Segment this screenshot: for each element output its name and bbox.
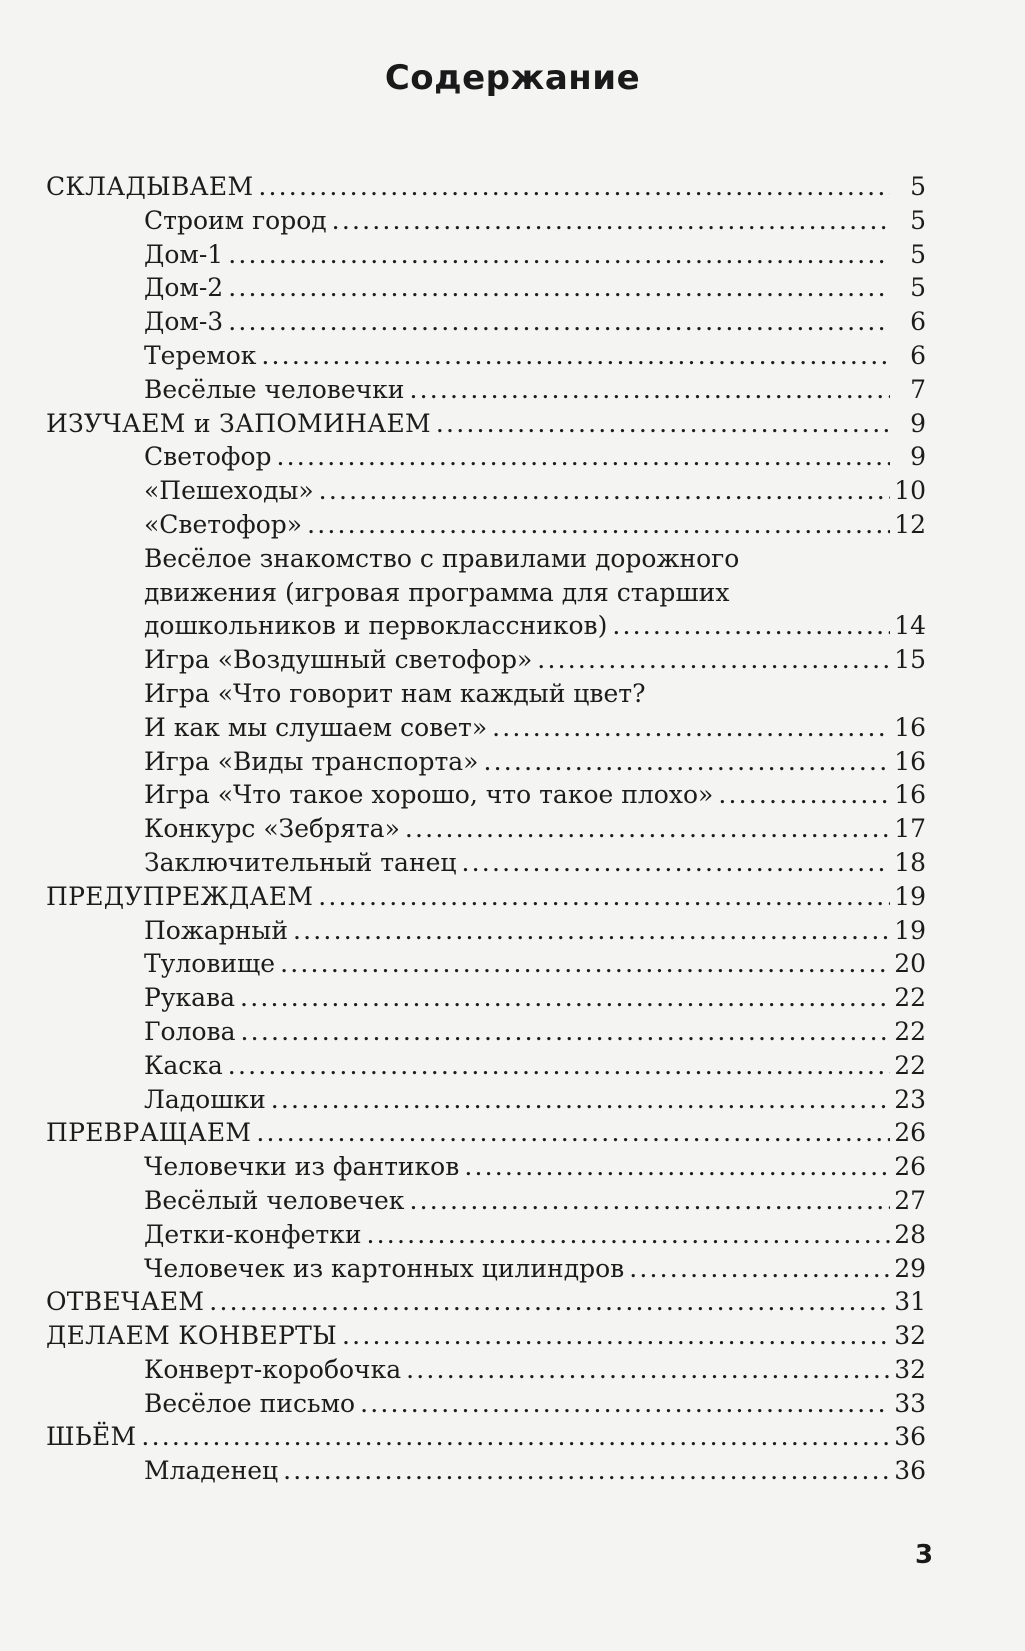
dot-leader — [319, 474, 890, 508]
toc-page-number: 6 — [910, 307, 926, 337]
toc-entry — [46, 1150, 926, 1184]
toc-entry — [46, 1049, 926, 1083]
dot-leader — [318, 880, 890, 914]
toc-page-number: 23 — [894, 1084, 926, 1114]
toc-entry-label: Дом-1 — [144, 239, 224, 269]
dot-leader — [718, 778, 890, 812]
dot-leader — [228, 271, 890, 305]
toc-section — [46, 407, 926, 441]
dot-leader — [406, 1353, 890, 1387]
toc-entry — [46, 1252, 926, 1286]
toc-entry — [46, 812, 926, 846]
dot-leader — [228, 1049, 890, 1083]
dot-leader — [462, 846, 891, 880]
dot-leader — [409, 1184, 890, 1218]
toc-page-number: 32 — [894, 1354, 926, 1384]
dot-leader — [436, 407, 890, 441]
toc-entry-label: Человечки из фантиков — [144, 1152, 460, 1182]
toc-section — [46, 1420, 926, 1454]
toc-entry-label: Туловище — [144, 949, 276, 979]
toc-entry-label: Каска — [144, 1050, 223, 1080]
toc-entry — [46, 1218, 926, 1252]
toc-entry-label: Конкурс «Зебрята» — [144, 814, 400, 844]
toc-page-number: 26 — [894, 1118, 926, 1148]
dot-leader — [629, 1252, 890, 1286]
dot-leader — [332, 204, 890, 238]
toc-entry — [46, 745, 926, 779]
toc-page-number: 36 — [894, 1456, 926, 1486]
toc-section — [46, 880, 926, 914]
dot-leader — [261, 339, 890, 373]
dot-leader — [280, 947, 890, 981]
toc-entry — [46, 1353, 926, 1387]
toc-page-number: 5 — [910, 239, 926, 269]
toc-entry — [46, 508, 926, 542]
dot-leader — [258, 170, 890, 204]
toc-entry — [46, 947, 926, 981]
toc-entry — [46, 1387, 926, 1421]
dot-leader — [283, 1454, 890, 1488]
toc-page-number: 6 — [910, 340, 926, 370]
toc-page-number: 29 — [894, 1253, 926, 1283]
toc-entry-line: движения (игровая программа для старших — [144, 577, 730, 607]
dot-leader — [367, 1218, 890, 1252]
toc-page-number: 12 — [894, 509, 926, 539]
toc-entry-label: Человечек из картонных цилиндров — [144, 1253, 625, 1283]
toc-entry-label: ДЕЛАЕМ КОНВЕРТЫ — [46, 1321, 338, 1351]
page-number: 3 — [915, 1540, 934, 1570]
toc-page-number: 16 — [894, 746, 926, 776]
toc-entry-label: Детки-конфетки — [144, 1219, 362, 1249]
toc-page-number: 14 — [894, 611, 926, 641]
dot-leader — [360, 1387, 890, 1421]
toc-entry — [46, 204, 926, 238]
toc-page-number: 16 — [894, 712, 926, 742]
toc-section — [46, 1116, 926, 1150]
toc-entry-label: Игра «Виды транспорта» — [144, 746, 479, 776]
toc-entry-label: Ладошки — [144, 1084, 266, 1114]
toc-entry-label: «Пешеходы» — [144, 476, 314, 506]
toc-entry — [46, 238, 926, 272]
toc-page-number: 5 — [910, 205, 926, 235]
toc-entry — [46, 305, 926, 339]
toc-entry-label: Игра «Воздушный светофор» — [144, 645, 533, 675]
toc-entry-label: ШЬЁМ — [46, 1422, 137, 1452]
dot-leader — [228, 238, 890, 272]
toc-entry-label: Строим город — [144, 205, 327, 235]
toc-entry — [46, 339, 926, 373]
toc-page-number: 9 — [910, 442, 926, 472]
dot-leader — [277, 440, 890, 474]
toc-entry-label: Голова — [144, 1016, 236, 1046]
toc-entry — [46, 981, 926, 1015]
toc-entry — [46, 846, 926, 880]
dot-leader — [241, 1015, 890, 1049]
toc-section — [46, 1319, 926, 1353]
toc-entry — [46, 1184, 926, 1218]
toc-page-number: 20 — [894, 949, 926, 979]
toc-entry-label: Рукава — [144, 983, 236, 1013]
toc-page-number: 19 — [894, 881, 926, 911]
toc-entry-label: Дом-2 — [144, 273, 224, 303]
toc-entry-label: Игра «Что такое хорошо, что такое плохо» — [144, 780, 714, 810]
toc-entry-label: СКЛАДЫВАЕМ — [46, 172, 254, 201]
dot-leader — [483, 745, 890, 779]
toc-entry-label: Теремок — [144, 340, 257, 370]
toc-entry — [46, 609, 926, 643]
toc-entry-label: И как мы слушаем совет» — [144, 712, 488, 742]
toc-entry-line: Весёлое знакомство с правилами дорожного — [144, 543, 740, 573]
toc-entry — [46, 643, 926, 677]
toc-entry — [46, 778, 926, 812]
dot-leader — [342, 1319, 890, 1353]
toc-entry — [46, 711, 926, 745]
dot-leader — [492, 711, 890, 745]
toc-section — [46, 1285, 926, 1319]
toc-entry-label: Весёлый человечек — [144, 1185, 405, 1215]
toc-entry — [46, 1454, 926, 1488]
toc-page-number: 27 — [894, 1185, 926, 1215]
toc-page-number: 10 — [894, 476, 926, 506]
toc-entry — [46, 1015, 926, 1049]
toc-page-number: 32 — [894, 1321, 926, 1351]
toc-entry-label: Дом-3 — [144, 307, 224, 337]
toc-page-number: 9 — [910, 408, 926, 438]
dot-leader — [612, 609, 890, 643]
toc-entry — [46, 474, 926, 508]
toc-page-number: 19 — [894, 915, 926, 945]
toc-entry-label: Пожарный — [144, 915, 288, 945]
dot-leader — [141, 1420, 890, 1454]
dot-leader — [537, 643, 890, 677]
toc-page-number: 5 — [910, 172, 926, 201]
toc-entry — [46, 440, 926, 474]
dot-leader — [293, 914, 890, 948]
toc-page-number: 18 — [894, 847, 926, 877]
dot-leader — [209, 1285, 890, 1319]
dot-leader — [464, 1150, 890, 1184]
toc-page-number: 22 — [894, 983, 926, 1013]
page-title: Содержание — [384, 58, 641, 98]
toc-entry — [46, 1083, 926, 1117]
toc-page-number: 7 — [910, 374, 926, 404]
toc-section — [46, 170, 926, 204]
toc-entry — [46, 373, 926, 407]
toc-entry-label: Конверт-коробочка — [144, 1354, 402, 1384]
toc-page-number: 22 — [894, 1050, 926, 1080]
toc-entry-label: Весёлое письмо — [144, 1388, 356, 1418]
toc-page-number: 26 — [894, 1152, 926, 1182]
table-of-contents — [46, 170, 926, 1488]
toc-page-number: 33 — [894, 1388, 926, 1418]
toc-entry-label: Младенец — [144, 1456, 279, 1486]
toc-page-number: 36 — [894, 1422, 926, 1452]
toc-entry-label: ПРЕВРАЩАЕМ — [46, 1118, 252, 1148]
toc-entry-label: ПРЕДУПРЕЖДАЕМ — [46, 881, 314, 911]
toc-page-number: 16 — [894, 780, 926, 810]
toc-entry-label: дошкольников и первоклассников) — [144, 611, 608, 641]
toc-entry-label: Заключительный танец — [144, 847, 457, 877]
toc-entry-label: «Светофор» — [144, 509, 303, 539]
toc-page-number: 17 — [894, 814, 926, 844]
dot-leader — [307, 508, 890, 542]
toc-entry-line: Игра «Что говорит нам каждый цвет? — [144, 678, 646, 708]
toc-entry-label: Весёлые человечки — [144, 374, 405, 404]
dot-leader — [405, 812, 890, 846]
toc-page-number: 31 — [894, 1287, 926, 1317]
toc-entry — [46, 271, 926, 305]
dot-leader — [271, 1083, 890, 1117]
dot-leader — [409, 373, 890, 407]
dot-leader — [240, 981, 890, 1015]
toc-page-number: 5 — [910, 273, 926, 303]
dot-leader — [228, 305, 890, 339]
toc-page-number: 22 — [894, 1016, 926, 1046]
toc-page-number: 15 — [894, 645, 926, 675]
toc-entry-label: ИЗУЧАЕМ и ЗАПОМИНАЕМ — [46, 408, 431, 438]
toc-entry — [46, 914, 926, 948]
toc-entry-label: ОТВЕЧАЕМ — [46, 1287, 205, 1317]
dot-leader — [256, 1116, 890, 1150]
toc-entry-label: Светофор — [144, 442, 272, 472]
toc-page-number: 28 — [894, 1219, 926, 1249]
